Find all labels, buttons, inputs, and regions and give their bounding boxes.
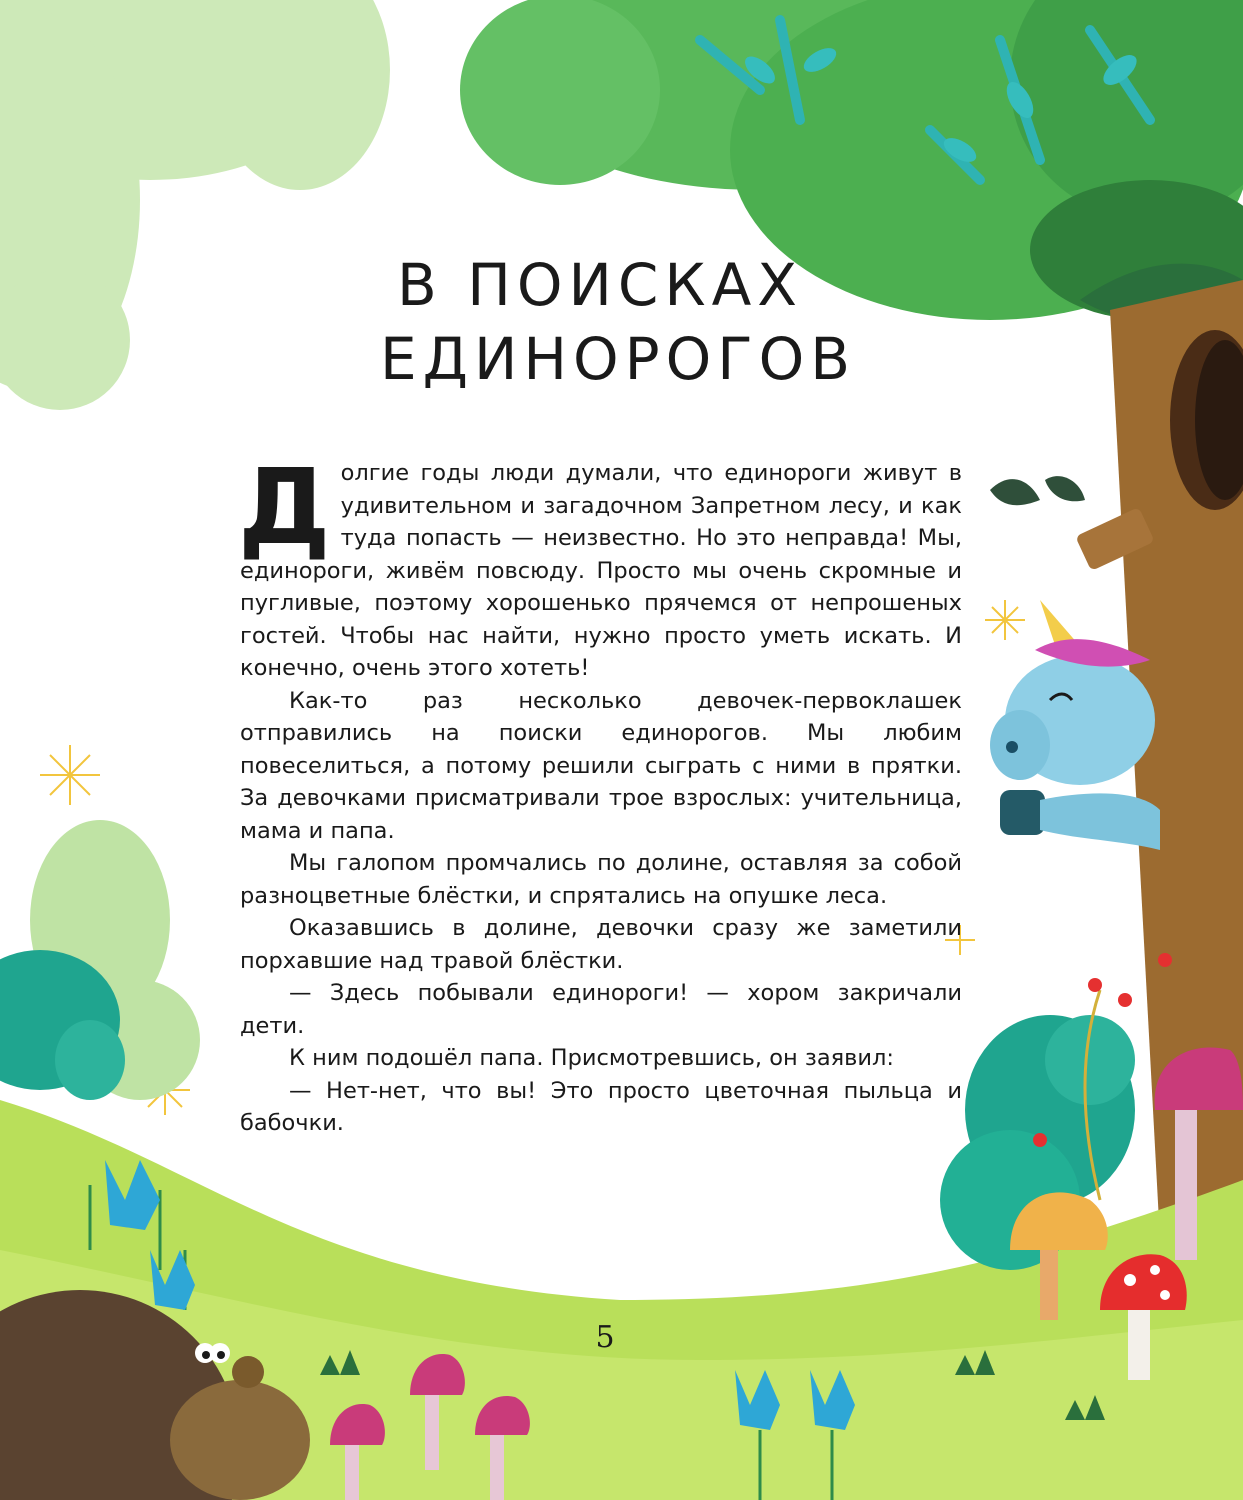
- page-number: 5: [595, 1320, 615, 1355]
- light-tree-top-left: [0, 0, 390, 410]
- paragraph-1-text: олгие годы люди думали, что единороги живут в удивительном и загадочном Запретном лесу, и как туда попасть — неизвестно. Но это неправда! Мы, единороги, живём повсюду. Просто мы очень скромные и пугливые, поэтому хорошенько прячемся от непрошеных гостей. Чтобы нас найти, нужно просто уметь искать. И конечно, очень этого хотеть!: [240, 460, 962, 681]
- paragraph-1: [238, 446, 962, 685]
- title-line-2: ЕДИНОРОГОВ: [380, 325, 857, 393]
- paragraph-6: К ним подошёл папа. Присмотревшись, он заявил:: [289, 1045, 894, 1071]
- paragraph-3: Мы галопом промчались по долине, оставляя за собой разноцветные блёстки, и спрятались на опушке леса.: [240, 850, 962, 909]
- paragraph-4: Оказавшись в долине, девочки сразу же заметили порхавшие над травой блёстки.: [240, 915, 962, 974]
- story-text: [238, 446, 962, 1140]
- title-line-1: В ПОИСКАХ: [397, 251, 803, 319]
- paragraph-7: — Нет-нет, что вы! Это просто цветочная пыльца и бабочки.: [240, 1077, 962, 1136]
- drop-cap: Д: [238, 446, 331, 568]
- paragraph-2: Как-то раз несколько девочек-первоклашек отправились на поиски единорогов. Мы любим повеселиться, а потому решили сыграть с ними в прятки. За девочками присматривали трое взрослых: учительница, мама и папа.: [240, 687, 962, 844]
- bush-left: [0, 820, 200, 1100]
- chapter-title: [380, 248, 857, 396]
- paragraph-5: — Здесь побывали единороги! — хором закричали дети.: [240, 980, 962, 1039]
